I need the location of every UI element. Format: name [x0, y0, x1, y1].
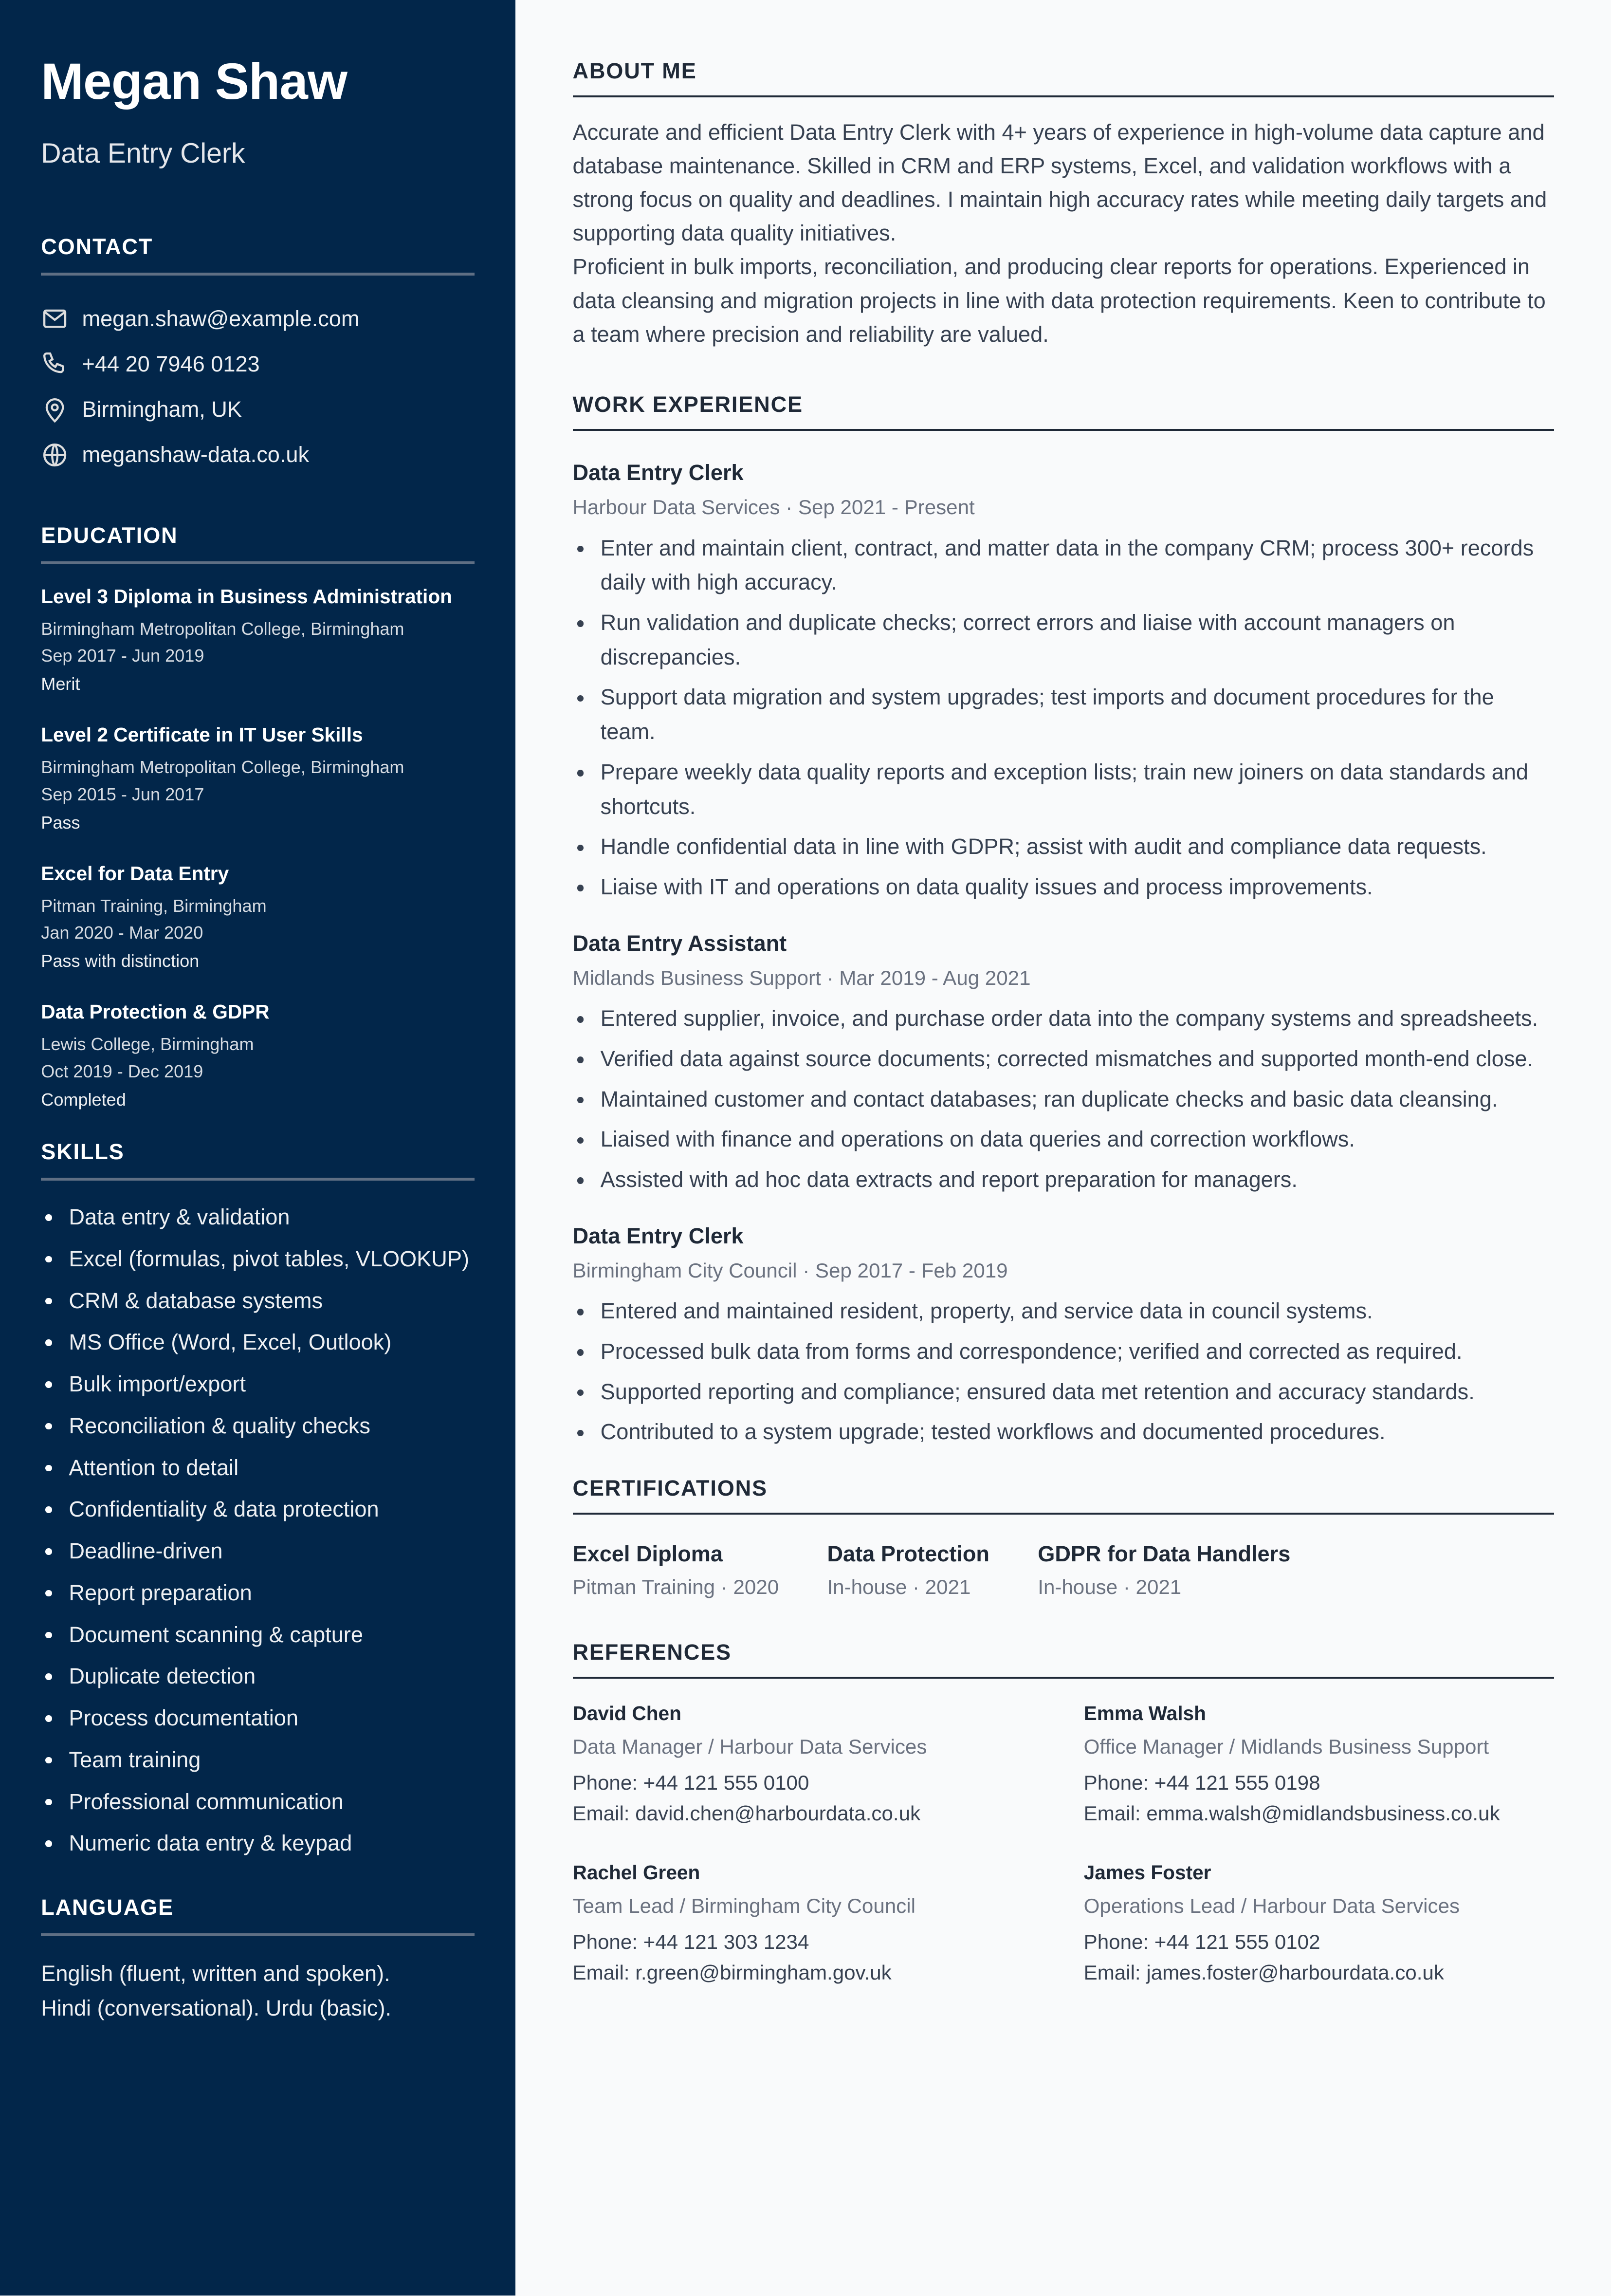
certification-title: Data Protection: [827, 1541, 989, 1566]
education-school: Birmingham Metropolitan College, Birmingham: [41, 757, 404, 778]
job-bullet: Assisted with ad hoc data extracts and report preparation for managers.: [573, 1163, 1554, 1197]
about-paragraph: Proficient in bulk imports, reconciliation, and producing clear reports for operations. Experienced in data cleansing and migration projects in line with data protection requirements. Keen to contribute to a team where precision and reliability are valued.: [572, 254, 1546, 347]
references-section: [573, 1640, 1554, 1988]
skill-item: Duplicate detection: [41, 1660, 475, 1692]
reference-item: [573, 1861, 1084, 1988]
skill-item: Document scanning & capture: [41, 1619, 475, 1651]
job-bullet: Enter and maintain client, contract, and matter data in the company CRM; process 300+ records daily with high accuracy.: [573, 531, 1554, 600]
job-bullet: Entered and maintained resident, property, and service data in council systems.: [573, 1294, 1554, 1329]
phone-icon: [41, 350, 69, 378]
candidate-role: Data Entry Clerk: [41, 138, 245, 169]
reference-name: David Chen: [572, 1702, 681, 1725]
job-meta: Birmingham City Council · Sep 2017 - Feb 2019: [572, 1259, 1008, 1282]
education-heading: EDUCATION: [41, 523, 475, 564]
skill-item: Deadline-driven: [41, 1535, 475, 1567]
job-entry: [573, 931, 1554, 1197]
skill-item: MS Office (Word, Excel, Outlook): [41, 1326, 475, 1358]
skill-item: Reconciliation & quality checks: [41, 1410, 475, 1442]
job-bullet: Handle confidential data in line with GDPR; assist with audit and compliance data requests.: [573, 830, 1554, 864]
job-bullet: Liaise with IT and operations on data quality issues and process improvements.: [573, 870, 1554, 905]
reference-item: [1084, 1702, 1554, 1829]
education-grade: Pass with distinction: [41, 951, 200, 971]
education-title: Level 2 Certificate in IT User Skills: [41, 723, 363, 746]
certifications-section: [573, 1476, 1554, 1598]
job-title: Data Entry Clerk: [572, 460, 744, 485]
skills-list: [41, 1201, 475, 1859]
references-heading: REFERENCES: [573, 1640, 1554, 1679]
education-title: Level 3 Diploma in Business Administration: [41, 585, 452, 608]
about-paragraph: Accurate and efficient Data Entry Clerk with 4+ years of experience in high-volume data capture and database maintenance. Skilled in CRM and ERP systems, Excel, and validation workflows with a strong focus on quality and deadlines. I maintain high accuracy rates while meeting daily targets and supporting data quality initiatives.: [572, 119, 1547, 246]
reference-role: Operations Lead / Harbour Data Services: [1083, 1894, 1460, 1917]
work-section: [573, 392, 1554, 1449]
language-line: Hindi (conversational). Urdu (basic).: [41, 1995, 392, 2020]
education-dates: Oct 2019 - Dec 2019: [41, 1061, 203, 1081]
job-meta: Midlands Business Support · Mar 2019 - Aug 2021: [572, 966, 1031, 990]
globe-icon: [41, 441, 69, 469]
skill-item: Numeric data entry & keypad: [41, 1827, 475, 1859]
job-bullet: Processed bulk data from forms and correspondence; verified and corrected as required.: [573, 1334, 1554, 1369]
education-school: Lewis College, Birmingham: [41, 1034, 254, 1055]
reference-phone: Phone: +44 121 303 1234: [572, 1930, 809, 1953]
work-heading: WORK EXPERIENCE: [573, 392, 1554, 431]
job-bullet: Liaised with finance and operations on data queries and correction workflows.: [573, 1122, 1554, 1157]
main-content: [515, 0, 1611, 2296]
education-item: [41, 862, 475, 971]
sidebar: [0, 0, 515, 2296]
reference-name: James Foster: [1083, 1861, 1211, 1884]
reference-phone: Phone: +44 121 555 0100: [572, 1771, 809, 1795]
skills-section: [41, 1139, 475, 1860]
job-bullet: Run validation and duplicate checks; correct errors and liaise with account managers on discrepancies.: [573, 606, 1554, 674]
skill-item: Team training: [41, 1744, 475, 1776]
contact-email[interactable]: [41, 296, 475, 341]
reference-phone: Phone: +44 121 555 0102: [1083, 1930, 1320, 1953]
education-item: [41, 585, 475, 694]
job-bullet: Verified data against source documents; corrected mismatches and supported month-end close.: [573, 1042, 1554, 1076]
contact-heading: CONTACT: [41, 234, 475, 276]
certification-item: [1038, 1541, 1290, 1599]
mail-icon: [41, 305, 69, 333]
education-dates: Sep 2017 - Jun 2019: [41, 646, 204, 666]
reference-item: [1084, 1861, 1554, 1988]
reference-email: Email: david.chen@harbourdata.co.uk: [572, 1802, 921, 1825]
contact-text: Birmingham, UK: [82, 397, 242, 422]
skill-item: Attention to detail: [41, 1452, 475, 1484]
contact-text: meganshaw-data.co.uk: [82, 442, 310, 467]
reference-phone: Phone: +44 121 555 0198: [1083, 1771, 1320, 1795]
skill-item: Bulk import/export: [41, 1368, 475, 1400]
certification-meta: In-house · 2021: [1038, 1575, 1182, 1598]
skills-heading: SKILLS: [41, 1139, 475, 1181]
certification-title: Excel Diploma: [572, 1541, 723, 1566]
candidate-name: Megan Shaw: [41, 53, 347, 111]
reference-email: Email: emma.walsh@midlandsbusiness.co.uk: [1083, 1802, 1500, 1825]
job-bullet: Contributed to a system upgrade; tested workflows and documented procedures.: [573, 1415, 1554, 1449]
skill-item: CRM & database systems: [41, 1285, 475, 1317]
job-bullet: Maintained customer and contact databases; ran duplicate checks and basic data cleansing.: [573, 1082, 1554, 1117]
contact-section: [41, 234, 475, 478]
certification-meta: In-house · 2021: [827, 1575, 971, 1598]
reference-email: Email: r.green@birmingham.gov.uk: [572, 1961, 892, 1984]
contact-location: [41, 387, 475, 432]
education-grade: Pass: [41, 812, 80, 833]
education-title: Data Protection & GDPR: [41, 1000, 270, 1023]
education-grade: Merit: [41, 673, 80, 694]
job-bullet: Support data migration and system upgrades; test imports and document procedures for the team.: [573, 680, 1554, 749]
skill-item: Professional communication: [41, 1786, 475, 1818]
reference-name: Rachel Green: [572, 1861, 700, 1884]
job-bullets: [573, 1294, 1554, 1449]
job-bullets: [573, 1001, 1554, 1197]
skill-item: Process documentation: [41, 1702, 475, 1734]
job-bullet: Prepare weekly data quality reports and exception lists; train new joiners on data standards and shortcuts.: [573, 755, 1554, 824]
contact-text: +44 20 7946 0123: [82, 351, 260, 376]
language-heading: LANGUAGE: [41, 1895, 475, 1936]
reference-email: Email: james.foster@harbourdata.co.uk: [1083, 1961, 1444, 1984]
education-school: Birmingham Metropolitan College, Birmingham: [41, 618, 404, 639]
education-school: Pitman Training, Birmingham: [41, 895, 267, 916]
education-title: Excel for Data Entry: [41, 862, 229, 885]
job-title: Data Entry Clerk: [572, 1223, 744, 1249]
about-heading: ABOUT ME: [573, 58, 1554, 97]
job-bullet: Entered supplier, invoice, and purchase order data into the company systems and spreadsheets.: [573, 1001, 1554, 1036]
education-dates: Jan 2020 - Mar 2020: [41, 923, 203, 943]
reference-role: Data Manager / Harbour Data Services: [572, 1735, 927, 1759]
language-line: English (fluent, written and spoken).: [41, 1961, 390, 1986]
reference-role: Office Manager / Midlands Business Support: [1083, 1735, 1489, 1759]
reference-name: Emma Walsh: [1083, 1702, 1206, 1725]
job-title: Data Entry Assistant: [572, 931, 787, 956]
education-dates: Sep 2015 - Jun 2017: [41, 784, 204, 804]
job-bullets: [573, 531, 1554, 905]
education-grade: Completed: [41, 1089, 126, 1110]
contact-text: megan.shaw@example.com: [82, 306, 360, 331]
certification-title: GDPR for Data Handlers: [1038, 1541, 1291, 1566]
certification-item: [827, 1541, 989, 1599]
about-section: [573, 58, 1554, 351]
reference-item: [573, 1702, 1084, 1829]
job-bullet: Supported reporting and compliance; ensured data met retention and accuracy standards.: [573, 1375, 1554, 1409]
location-pin-icon: [41, 396, 69, 424]
skill-item: Report preparation: [41, 1577, 475, 1609]
language-section: [41, 1895, 475, 2026]
skill-item: Data entry & validation: [41, 1201, 475, 1233]
education-section: [41, 523, 475, 1110]
reference-role: Team Lead / Birmingham City Council: [572, 1894, 915, 1917]
certifications-heading: CERTIFICATIONS: [573, 1476, 1554, 1515]
job-entry: [573, 460, 1554, 904]
contact-phone[interactable]: [41, 341, 475, 387]
contact-website[interactable]: [41, 432, 475, 478]
skill-item: Excel (formulas, pivot tables, VLOOKUP): [41, 1243, 475, 1275]
job-entry: [573, 1223, 1554, 1449]
certification-meta: Pitman Training · 2020: [572, 1575, 779, 1598]
job-meta: Harbour Data Services · Sep 2021 - Present: [572, 496, 975, 519]
education-item: [41, 1000, 475, 1110]
education-item: [41, 723, 475, 833]
skill-item: Confidentiality & data protection: [41, 1493, 475, 1525]
certification-item: [573, 1541, 779, 1599]
